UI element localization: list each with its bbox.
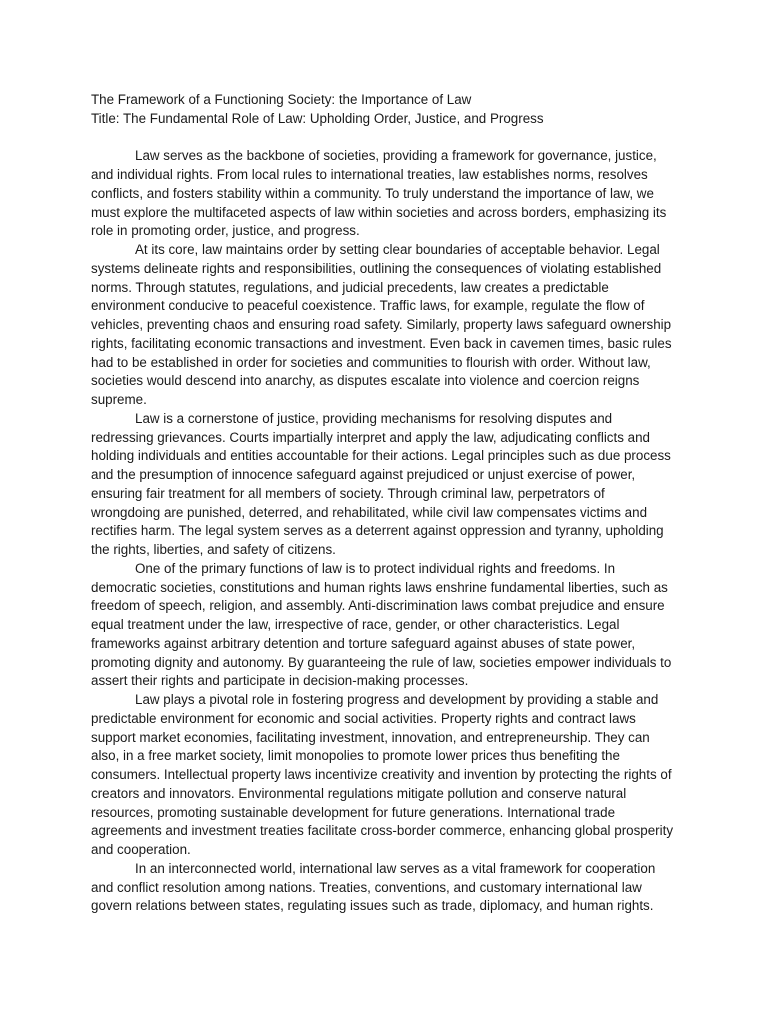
paragraph-international: In an interconnected world, international law serves as a vital framework for cooperation and conflict resolution among nations. Treaties, conventions, and customary international law govern relations between states, regulating issues such as trade, diplomacy, and human rights. bbox=[91, 860, 656, 914]
paragraph-order: At its core, law maintains order by setting clear boundaries of acceptable behavior. Legal systems delineate rights and responsibilities, outlining the consequences of violating established norms. Through statutes, regulations, and judicial precedents, law creates a predictable environment conducive to peaceful coexistence. Traffic laws, for example, regulate the flow of vehicles, preventing chaos and ensuring road safety. Similarly, property laws safeguard ownership rights, facilitating economic transactions and investment. Even back in cavemen times, basic rules had to be established in order for societies and communities to flourish with order. Without law, societies would descend into anarchy, as disputes escalate into violence and coercion reigns supreme. bbox=[91, 242, 672, 407]
paragraph-rights: One of the primary functions of law is to protect individual rights and freedoms. In democratic societies, constitutions and human rights laws enshrine fundamental liberties, such as freedom of speech, religion, and assembly. Anti-discrimination laws combat prejudice and ensure equal treatment under the law, irrespective of race, gender, or other characteristics. Legal frameworks against arbitrary detention and torture safeguard against abuses of state power, promoting dignity and autonomy. By guaranteeing the rule of law, societies empower individuals to assert their rights and participate in decision-making processes. bbox=[91, 560, 672, 689]
document-heading: The Framework of a Functioning Society: the Importance of Law bbox=[91, 92, 472, 107]
paragraph-progress: Law plays a pivotal role in fostering progress and development by providing a stable and predictable environment for economic and social activities. Property rights and contract laws support market economies, facilitating investment, innovation, and entrepreneurship. They can also, in a free market society, limit monopolies to promote lower prices thus benefiting the consumers. Intellectual property laws incentivize creativity and invention by protecting the rights of creators and innovators. Environmental regulations mitigate pollution and conserve natural resources, promoting sustainable development for future generations. International trade agreements and investment treaties facilitate cross-border commerce, enhancing global prosperity and cooperation. bbox=[91, 692, 674, 857]
blank-line bbox=[91, 129, 676, 148]
paragraph-intro: Law serves as the backbone of societies, providing a framework for governance, justice, and individual rights. From local rules to international treaties, law establishes norms, resolves conflicts, and fosters stability within a community. To truly understand the importance of law, we must explore the multifaceted aspects of law within societies and across borders, emphasizing its role in promoting order, justice, and progress. bbox=[91, 148, 667, 239]
paragraph-justice: Law is a cornerstone of justice, providing mechanisms for resolving disputes and redressing grievances. Courts impartially interpret and apply the law, adjudicating conflicts and holding individuals and entities accountable for their actions. Legal principles such as due process and the presumption of innocence safeguard against prejudiced or unjust exercise of power, ensuring fair treatment for all members of society. Through criminal law, perpetrators of wrongdoing are punished, deterred, and rehabilitated, while civil law compensates victims and rectifies harm. The legal system serves as a deterrent against oppression and tyranny, upholding the rights, liberties, and safety of citizens. bbox=[91, 410, 671, 557]
document-title: Title: The Fundamental Role of Law: Upholding Order, Justice, and Progress bbox=[91, 110, 544, 126]
document-body bbox=[91, 91, 676, 916]
